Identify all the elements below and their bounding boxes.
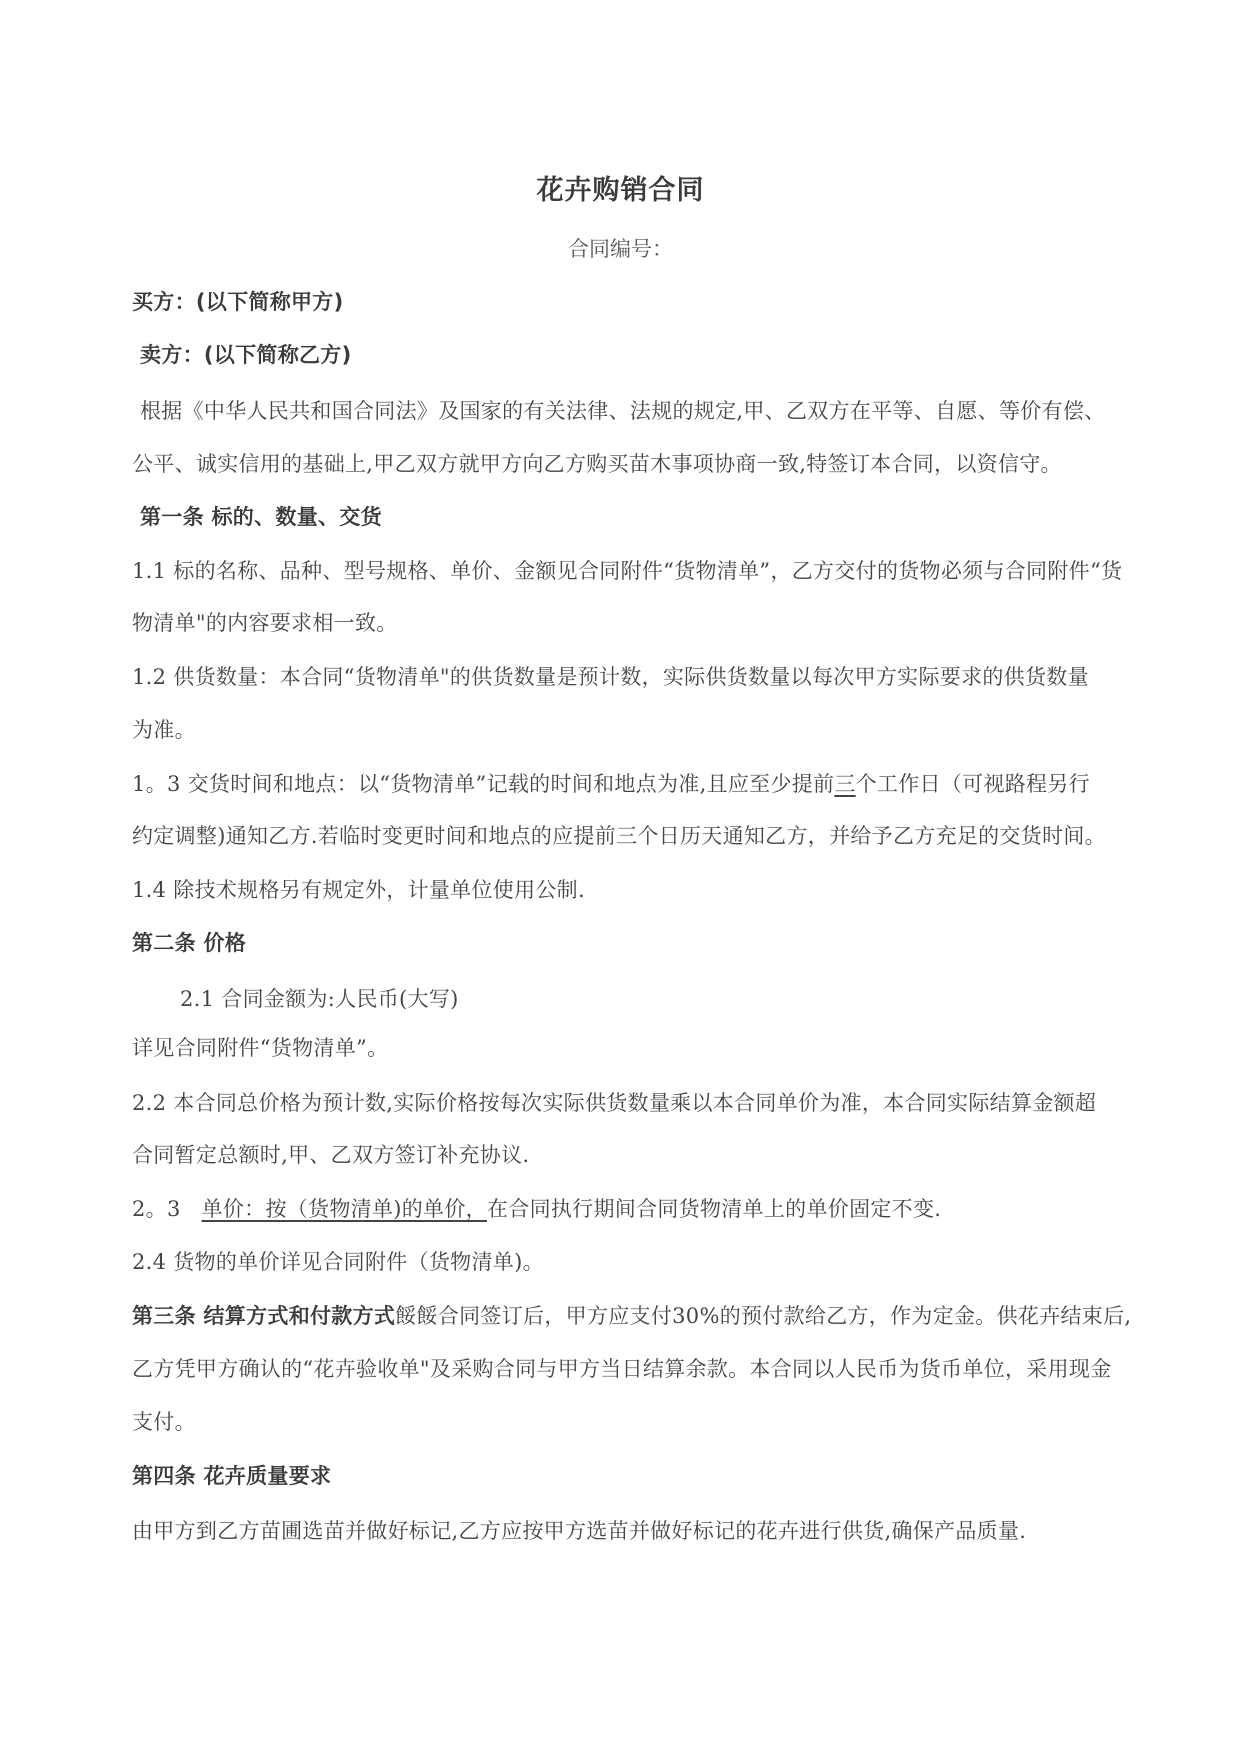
article-3-line-1 xyxy=(132,1303,1131,1329)
clause-2-1: 2.1 合同金额为:人民币(大写) xyxy=(180,987,459,1011)
preamble-line-1: 根据《中华人民共和国合同法》及国家的有关法律、法规的规定,甲、乙双方在平等、自愿、等价有偿、 xyxy=(140,399,1106,423)
clause-2-2-line-1: 2.2 本合同总价格为预计数,实际价格按每次实际供货数量乘以本合同单价为准，本合同实际结算金额超 xyxy=(132,1091,1097,1115)
preamble-line-2: 公平、诚实信用的基础上,甲乙双方就甲方向乙方购买苗木事项协商一致,特签订本合同，以资信守。 xyxy=(132,452,1062,476)
clause-1-3-line-2: 约定调整)通知乙方.若临时变更时间和地点的应提前三个日历天通知乙方，并给予乙方充足的交货时间。 xyxy=(132,824,1106,848)
clause-1-2-line-1: 1.2 供货数量：本合同“货物清单"的供货数量是预计数，实际供货数量以每次甲方实际要求的供货数量 xyxy=(132,665,1089,689)
article-2-heading: 第二条 价格 xyxy=(132,931,247,955)
article-4-body: 由甲方到乙方苗圃选苗并做好标记,乙方应按甲方选苗并做好标记的花卉进行供货,确保产品质量. xyxy=(132,1519,1027,1543)
clause-1-1-line-2: 物清单"的内容要求相一致。 xyxy=(132,611,398,635)
clause-1-3-line-1 xyxy=(132,771,1090,797)
contract-number-label: 合同编号： xyxy=(568,237,673,261)
clause-2-3-text: 在合同执行期间合同货物清单上的单价固定不变. xyxy=(486,1197,942,1221)
article-3-heading: 第三条 结算方式和付款方式 xyxy=(132,1304,396,1328)
clause-1-1-line-1: 1.1 标的名称、品种、型号规格、单价、金额见合同附件“货物清单”，乙方交付的货物必须与合同附件“货 xyxy=(132,559,1123,583)
article-3-line-3: 支付。 xyxy=(132,1410,196,1434)
buyer-line: 买方：(以下简称甲方) xyxy=(132,290,344,314)
clause-1-2-line-2: 为准。 xyxy=(132,718,196,742)
clause-1-3-text-b: 个工作日（可视路程另行 xyxy=(855,772,1090,796)
seller-line: 卖方：(以下简称乙方) xyxy=(140,343,352,367)
clause-2-3-number: 2。3 xyxy=(132,1197,202,1221)
clause-2-4: 2.4 货物的单价详见合同附件（货物清单)。 xyxy=(132,1250,544,1274)
clause-2-3-underlined-unit-price: 单价：按（货物清单)的单价， xyxy=(201,1197,487,1221)
document-title: 花卉购销合同 xyxy=(536,175,705,206)
clause-2-1-detail: 详见合同附件“货物清单”。 xyxy=(132,1036,389,1060)
clause-1-3-underlined-days: 三 xyxy=(834,772,856,796)
article-4-heading: 第四条 花卉质量要求 xyxy=(132,1464,332,1488)
clause-1-3-text-a: 1。3 交货时间和地点：以“货物清单”记载的时间和地点为准,且应至少提前 xyxy=(132,772,835,796)
clause-2-2-line-2: 合同暂定总额时,甲、乙双方签订补充协议. xyxy=(132,1143,530,1167)
article-3-text-1: 餒餒合同签订后，甲方应支付30%的预付款给乙方，作为定金。供花卉结束后, xyxy=(395,1304,1132,1328)
article-1-heading: 第一条 标的、数量、交货 xyxy=(140,505,382,529)
clause-1-4: 1.4 除技术规格另有规定外，计量单位使用公制. xyxy=(132,878,585,902)
article-3-line-2: 乙方凭甲方确认的“花卉验收单"及采购合同与甲方当日结算余款。本合同以人民币为货币单位，采用现金 xyxy=(132,1357,1112,1381)
clause-2-3 xyxy=(132,1196,941,1222)
